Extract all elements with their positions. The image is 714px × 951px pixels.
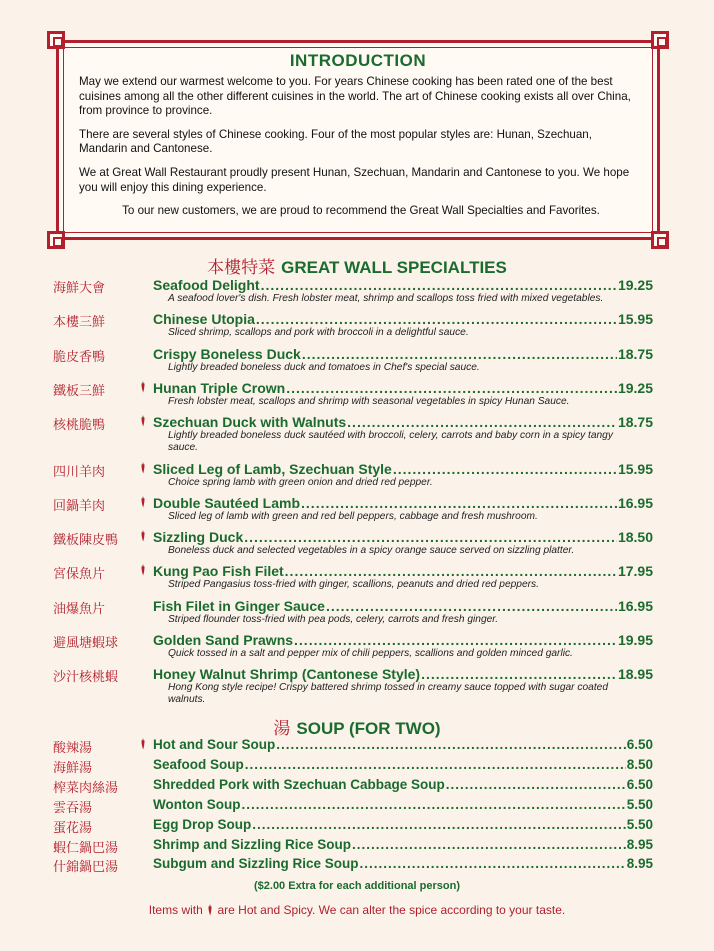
dot-leader bbox=[360, 856, 626, 871]
soup-item-chinese-name: 酸辣湯 bbox=[53, 741, 93, 756]
menu-item-line bbox=[153, 414, 653, 430]
dot-leader bbox=[347, 414, 617, 430]
menu-item-line bbox=[153, 277, 653, 293]
menu-item-line bbox=[153, 632, 653, 648]
soup-item-line bbox=[153, 737, 653, 752]
menu-item-name: Sliced Leg of Lamb, Szechuan Style bbox=[153, 461, 392, 477]
menu-item-price: 15.95 bbox=[617, 461, 653, 477]
dot-leader bbox=[286, 380, 617, 396]
menu-item-description: Striped flounder toss-fried with pea pods, celery, carrots and fresh ginger. bbox=[168, 614, 499, 625]
introduction-title: INTRODUCTION bbox=[289, 51, 427, 70]
menu-item-price: 18.95 bbox=[617, 666, 653, 682]
menu-item-price: 17.95 bbox=[617, 563, 653, 579]
menu-item-description: Hong Kong style recipe! Crispy battered shrimp tossed in creamy sauce topped with sugar coated walnuts. bbox=[168, 682, 608, 705]
soup-item-price: 6.50 bbox=[626, 777, 653, 792]
menu-item-price: 18.75 bbox=[617, 414, 653, 430]
soup-item-line bbox=[153, 757, 653, 772]
menu-item-name: Sizzling Duck bbox=[153, 529, 244, 545]
menu-item-description: Lightly breaded boneless duck sautéed with broccoli, celery, carrots and baby corn in a spicy tangy sauce. bbox=[168, 430, 613, 453]
soup-item-chinese-name: 什錦鍋巴湯 bbox=[53, 860, 119, 875]
menu-item-line bbox=[153, 563, 653, 579]
menu-item-description: Quick tossed in a salt and pepper mix of chili peppers, scallions and golden minced garlic. bbox=[168, 648, 573, 659]
menu-item-chinese-name: 四川羊肉 bbox=[53, 465, 106, 480]
soup-item-name: Subgum and Sizzling Rice Soup bbox=[153, 856, 359, 871]
chili-pepper-icon bbox=[140, 415, 146, 427]
menu-item-price: 15.95 bbox=[617, 311, 653, 327]
frame-corner-ornament bbox=[651, 31, 669, 49]
menu-item-chinese-name: 避風塘蝦球 bbox=[53, 636, 119, 651]
soup-item-name: Wonton Soup bbox=[153, 797, 241, 812]
menu-item-line bbox=[153, 529, 653, 545]
dot-leader bbox=[294, 632, 617, 648]
soup-item-line bbox=[153, 777, 653, 792]
specialties-heading bbox=[0, 253, 714, 278]
dot-leader bbox=[352, 837, 626, 852]
soup-item-chinese-name: 海鮮湯 bbox=[53, 761, 93, 776]
menu-item-chinese-name: 鐵板陳皮鴨 bbox=[53, 533, 119, 548]
menu-item-line bbox=[153, 311, 653, 327]
menu-item-line bbox=[153, 598, 653, 614]
dot-leader bbox=[276, 737, 625, 752]
menu-item-price: 19.25 bbox=[617, 277, 653, 293]
specialties-heading-english: GREAT WALL SPECIALTIES bbox=[281, 258, 507, 277]
menu-item-price: 18.75 bbox=[617, 346, 653, 362]
soup-item-name: Egg Drop Soup bbox=[153, 817, 252, 832]
soup-item-price: 8.95 bbox=[626, 856, 653, 871]
soup-item-name: Seafood Soup bbox=[153, 757, 244, 772]
dot-leader bbox=[285, 563, 617, 579]
dot-leader bbox=[241, 797, 625, 812]
dot-leader bbox=[393, 461, 617, 477]
soup-item-price: 6.50 bbox=[626, 737, 653, 752]
soup-heading bbox=[0, 714, 714, 739]
dot-leader bbox=[421, 666, 617, 682]
chili-pepper-icon bbox=[140, 564, 146, 576]
menu-item-description: Boneless duck and selected vegetables in a spicy orange sauce served on sizzling platter. bbox=[168, 545, 575, 556]
soup-heading-chinese: 湯 bbox=[273, 719, 291, 739]
dot-leader bbox=[446, 777, 626, 792]
menu-item-name: Kung Pao Fish Filet bbox=[153, 563, 284, 579]
menu-item-description: Striped Pangasius toss-fried with ginger, scallions, peanuts and dried red peppers. bbox=[168, 579, 539, 590]
menu-item-name: Fish Filet in Ginger Sauce bbox=[153, 598, 325, 614]
menu-item-name: Honey Walnut Shrimp (Cantonese Style) bbox=[153, 666, 421, 682]
spicy-footnote bbox=[0, 903, 714, 917]
menu-item-line bbox=[153, 380, 653, 396]
soup-item-name: Hot and Sour Soup bbox=[153, 737, 276, 752]
soup-item-name: Shredded Pork with Szechuan Cabbage Soup bbox=[153, 777, 445, 792]
menu-item-chinese-name: 本樓三鮮 bbox=[53, 315, 106, 330]
menu-item-description: Fresh lobster meat, scallops and shrimp with seasonal vegetables in spicy Hunan Sauce. bbox=[168, 396, 570, 407]
intro-paragraph: There are several styles of Chinese cooking. Four of the most popular styles are: Hunan, Szechuan, Mandarin and Cantonese. bbox=[79, 127, 592, 156]
soup-item-line bbox=[153, 797, 653, 812]
menu-item-chinese-name: 脆皮香鴨 bbox=[53, 350, 106, 365]
soup-item-chinese-name: 雲吞湯 bbox=[53, 801, 93, 816]
soup-item-line bbox=[153, 837, 653, 852]
intro-paragraph: We at Great Wall Restaurant proudly present Hunan, Szechuan, Mandarin and Cantonese to you. We hope you will enjoy this dining experience. bbox=[79, 165, 630, 194]
dot-leader bbox=[245, 757, 626, 772]
dot-leader bbox=[244, 529, 617, 545]
footnote-text-before: Items with bbox=[148, 903, 203, 917]
menu-item-name: Szechuan Duck with Walnuts bbox=[153, 414, 347, 430]
menu-item-chinese-name: 核桃脆鴨 bbox=[53, 418, 106, 433]
menu-item-name: Crispy Boneless Duck bbox=[153, 346, 301, 362]
menu-item-description: Sliced shrimp, scallops and pork with broccoli in a delightful sauce. bbox=[168, 327, 469, 338]
soup-item-line bbox=[153, 856, 653, 871]
chili-pepper-icon bbox=[140, 530, 146, 542]
soup-item-chinese-name: 蛋花湯 bbox=[53, 821, 93, 836]
chili-pepper-icon bbox=[140, 462, 146, 474]
menu-item-chinese-name: 鐵板三鮮 bbox=[53, 384, 106, 399]
menu-item-name: Chinese Utopia bbox=[153, 311, 255, 327]
soup-item-name: Shrimp and Sizzling Rice Soup bbox=[153, 837, 352, 852]
menu-item-line bbox=[153, 346, 653, 362]
soup-item-price: 8.50 bbox=[626, 757, 653, 772]
menu-item-chinese-name: 沙汁核桃蝦 bbox=[53, 670, 119, 685]
menu-item-chinese-name: 海鮮大會 bbox=[53, 281, 106, 296]
menu-item-line bbox=[153, 461, 653, 477]
soup-item-price: 5.50 bbox=[626, 797, 653, 812]
chili-pepper-icon bbox=[207, 904, 213, 916]
menu-item-chinese-name: 宮保魚片 bbox=[53, 567, 106, 582]
frame-corner-ornament bbox=[651, 231, 669, 249]
menu-item-description: Sliced leg of lamb with green and red bell peppers, cabbage and fresh mushroom. bbox=[168, 511, 538, 522]
menu-item-line bbox=[153, 666, 653, 682]
frame-corner-ornament bbox=[47, 31, 65, 49]
menu-item-chinese-name: 油爆魚片 bbox=[53, 602, 106, 617]
menu-item-name: Hunan Triple Crown bbox=[153, 380, 286, 396]
dot-leader bbox=[256, 311, 617, 327]
intro-paragraph: To our new customers, we are proud to recommend the Great Wall Specialties and Favorites. bbox=[122, 204, 600, 218]
soup-extra-note: ($2.00 Extra for each additional person) bbox=[253, 880, 460, 892]
dot-leader bbox=[301, 495, 617, 511]
soup-item-chinese-name: 蝦仁鍋巴湯 bbox=[53, 841, 119, 856]
chili-pepper-icon bbox=[140, 381, 146, 393]
menu-item-price: 19.25 bbox=[617, 380, 653, 396]
soup-item-line bbox=[153, 817, 653, 832]
menu-item-name: Golden Sand Prawns bbox=[153, 632, 294, 648]
chili-pepper-icon bbox=[140, 738, 146, 750]
soup-item-chinese-name: 榨菜肉絲湯 bbox=[53, 781, 119, 796]
menu-item-name: Seafood Delight bbox=[153, 277, 260, 293]
menu-item-line bbox=[153, 495, 653, 511]
frame-corner-ornament bbox=[47, 231, 65, 249]
dot-leader bbox=[261, 277, 617, 293]
dot-leader bbox=[326, 598, 617, 614]
introduction-text bbox=[79, 75, 643, 228]
dot-leader bbox=[302, 346, 617, 362]
dot-leader bbox=[252, 817, 625, 832]
soup-item-price: 8.95 bbox=[626, 837, 653, 852]
specialties-heading-chinese: 本樓特菜 bbox=[207, 258, 276, 278]
menu-item-description: Choice spring lamb with green onion and dried red pepper. bbox=[168, 477, 433, 488]
menu-item-description: Lightly breaded boneless duck and tomatoes in Chef's special sauce. bbox=[168, 362, 480, 373]
intro-paragraph: May we extend our warmest welcome to you. For years Chinese cooking has been rated one of the best cuisines among all the other different cuisines in the world. The art of Chinese cooking exists all over China, from province to province. bbox=[79, 75, 631, 118]
menu-item-price: 16.95 bbox=[617, 495, 653, 511]
menu-item-price: 18.50 bbox=[617, 529, 653, 545]
soup-item-price: 5.50 bbox=[626, 817, 653, 832]
menu-item-chinese-name: 回鍋羊肉 bbox=[53, 499, 106, 514]
soup-heading-english: SOUP (FOR TWO) bbox=[296, 719, 441, 738]
menu-item-description: A seafood lover's dish. Fresh lobster meat, shrimp and scallops toss fried with mixed vegetables. bbox=[168, 293, 604, 304]
menu-item-name: Double Sautéed Lamb bbox=[153, 495, 301, 511]
chili-pepper-icon bbox=[140, 496, 146, 508]
menu-item-price: 19.95 bbox=[617, 632, 653, 648]
menu-item-price: 16.95 bbox=[617, 598, 653, 614]
footnote-text-after: are Hot and Spicy. We can alter the spice according to your taste. bbox=[217, 903, 566, 917]
introduction-box bbox=[56, 40, 660, 240]
